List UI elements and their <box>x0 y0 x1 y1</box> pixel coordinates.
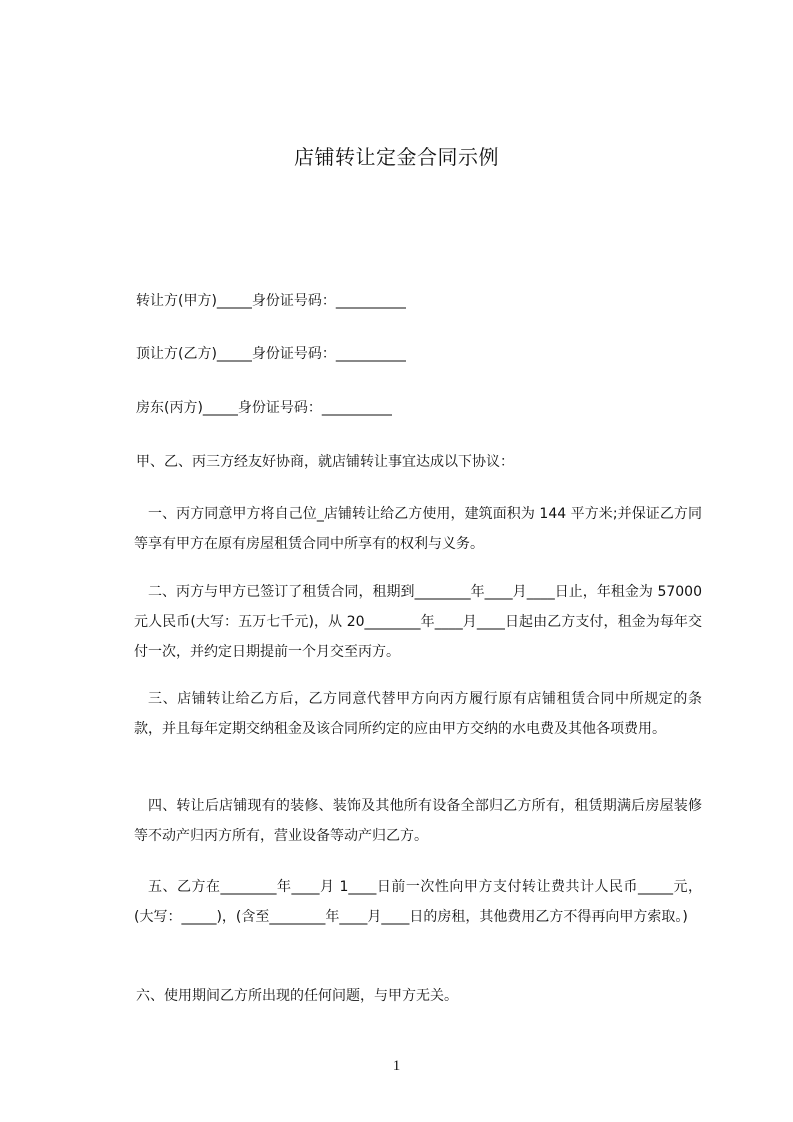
clause-2-text: 二、丙方与甲方已签订了租赁合同，租期到________年____月____日止，年租金为 57000 元人民币(大写：五万七千元)，从 20________年____月____日起由乙方支付，租金为每年交付一次，并约定日期提前一个月交至丙方。 <box>134 584 702 660</box>
clause-4-text: 四、转让后店铺现有的装修、装饰及其他所有设备全部归乙方所有，租赁期满后房屋装修等不动产归丙方所有，营业设备等动产归乙方。 <box>134 798 702 844</box>
clause-3 <box>134 684 702 744</box>
intro-text: 甲、乙、丙三方经友好协商，就店铺转让事宜达成以下协议： <box>136 454 514 470</box>
clause-1 <box>134 499 702 559</box>
party-transferee: 顶让方(乙方)_____身份证号码：__________ <box>136 346 406 362</box>
party-landlord: 房东(丙方)_____身份证号码：__________ <box>136 400 392 416</box>
clause-3-text: 三、店铺转让给乙方后，乙方同意代替甲方向丙方履行原有店铺租赁合同中所规定的条款，并且每年定期交纳租金及该合同所约定的应由甲方交纳的水电费及其他各项费用。 <box>134 691 702 737</box>
document-title: 店铺转让定金合同示例 <box>294 145 499 169</box>
clause-5 <box>134 872 702 932</box>
clause-6: 六、使用期间乙方所出现的任何问题，与甲方无关。 <box>136 988 458 1004</box>
page-number: 1 <box>392 1058 401 1074</box>
clause-1-text: 一、丙方同意甲方将自己位_店铺转让给乙方使用，建筑面积为 144 平方米;并保证乙方同等享有甲方在原有房屋租赁合同中所享有的权利与义务。 <box>134 506 702 552</box>
party-transferor: 转让方(甲方)_____身份证号码：__________ <box>136 293 406 309</box>
clause-5-text: 五、乙方在________年____月 1____日前一次性向甲方支付转让费共计人民币_____元，(大写：_____)，(含至________年____月____日的房租，其他费用乙方不得再向甲方索取。) <box>134 879 702 925</box>
clause-4 <box>134 791 702 851</box>
clause-2 <box>134 577 702 667</box>
